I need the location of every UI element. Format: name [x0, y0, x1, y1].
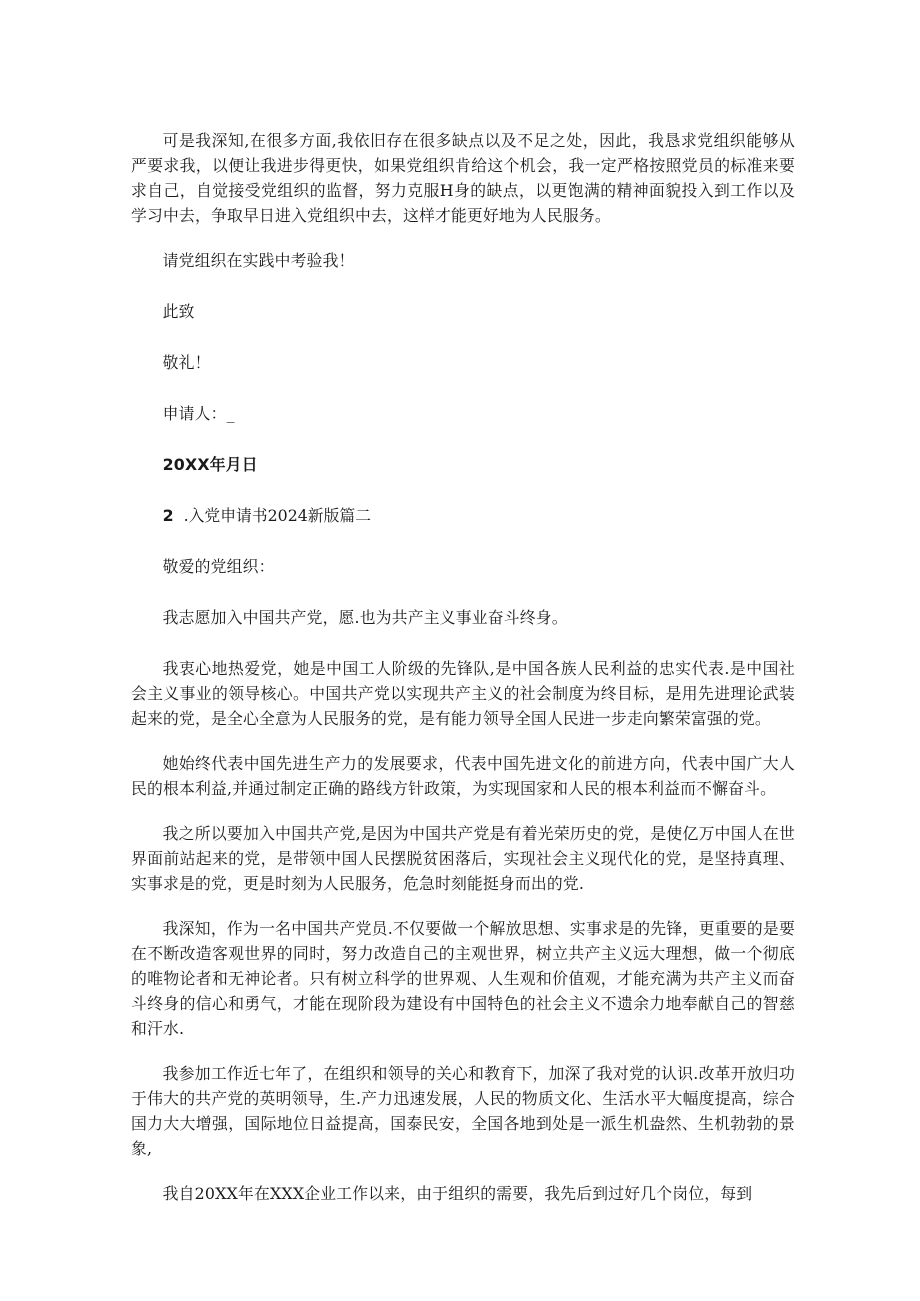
- paragraph-love-party: 我衷心地热爱党，她是中国工人阶级的先锋队,是中国各族人民利益的忠实代表.是中国社会主义事业的领导核心。中国共产党以实现共产主义的社会制度为终目标，是用先进理论武装起来的党，是全心全意为人民服务的党，是有能力领导全国人民进一步走向繁荣富强的党。: [131, 659, 795, 728]
- applicant-line: 申请人：_: [162, 404, 235, 423]
- closing-cizhi: 此致: [162, 302, 195, 321]
- paragraph-since-joining: 我自20XX年在XXX企业工作以来，由于组织的需要，我先后到过好几个岗位，每到: [162, 1184, 753, 1203]
- paragraph-volunteer: 我志愿加入中国共产党，愿.也为共产主义事业奋斗终身。: [162, 608, 568, 627]
- document-page: [131, 128, 795, 1226]
- paragraph-deep-knowledge: 我深知，作为一名中国共产党员.不仅要做一个解放思想、实事求是的先锋，更重要的是要在不断改造客观世界的同时，努力改造自己的主观世界，树立共产主义远大理想，做一个彻底的唯物论者和无神论者。只有树立科学的世界观、人生观和价值观，才能充满为共产主义而奋斗终身的信心和勇气，才能在现阶段为建设有中国特色的社会主义不遗余力地奉献自己的智慈和汗水.: [131, 919, 795, 1038]
- paragraph-test-request: 请党组织在实践中考验我！: [162, 251, 355, 270]
- paragraph-reason-join: 我之所以要加入中国共产党,是因为中国共产党是有着光荣历史的党，是使亿万中国人在世界面前站起来的党，是带领中国人民摆脱贫困落后，实现社会主义现代化的党，是坚持真理、实事求是的党，更是时刻为人民服务，危急时刻能挺身而出的党.: [131, 824, 795, 893]
- section-title: .入党申请书2024新版篇二: [183, 506, 371, 525]
- section-number: 2: [162, 506, 174, 525]
- salutation: 敬爱的党组织：: [162, 557, 275, 576]
- paragraph-work-years: 我参加工作近七年了，在组织和领导的关心和教育下，加深了我对党的认识.改革开放归功于伟大的共产党的英明领导，生.产力迅速发展，人民的物质文化、生活水平大幅度提高，综合国力大大增强，国际地位日益提高，国泰民安，全国各地到处是一派生机盎然、生机勃勃的景象,: [131, 1064, 795, 1158]
- date-line: [131, 452, 795, 477]
- date-line-text: 20XX年月日: [162, 455, 258, 474]
- paragraph-self-criticism: 可是我深知,在很多方面,我依旧存在很多缺点以及不足之处，因此，我恳求党组织能够从严要求我，以便让我进步得更快，如果党组织肯给这个机会，我一定严格按照党员的标准来要求自己，自觉接受党组织的监督，努力克服H身的缺点，以更饱满的精神面貌投入到工作以及学习中去，争取早日进入党组织中去，这样才能更好地为人民服务。: [131, 131, 795, 225]
- closing-jingli: 敬礼！: [162, 353, 211, 372]
- section-heading: [131, 503, 795, 528]
- paragraph-represents: 她始终代表中国先进生产力的发展要求，代表中国先进文化的前进方向，代表中国广大人民的根本利益,并通过制定正确的路线方针政策，为实现国家和人民的根本利益而不懈奋斗。: [131, 754, 795, 798]
